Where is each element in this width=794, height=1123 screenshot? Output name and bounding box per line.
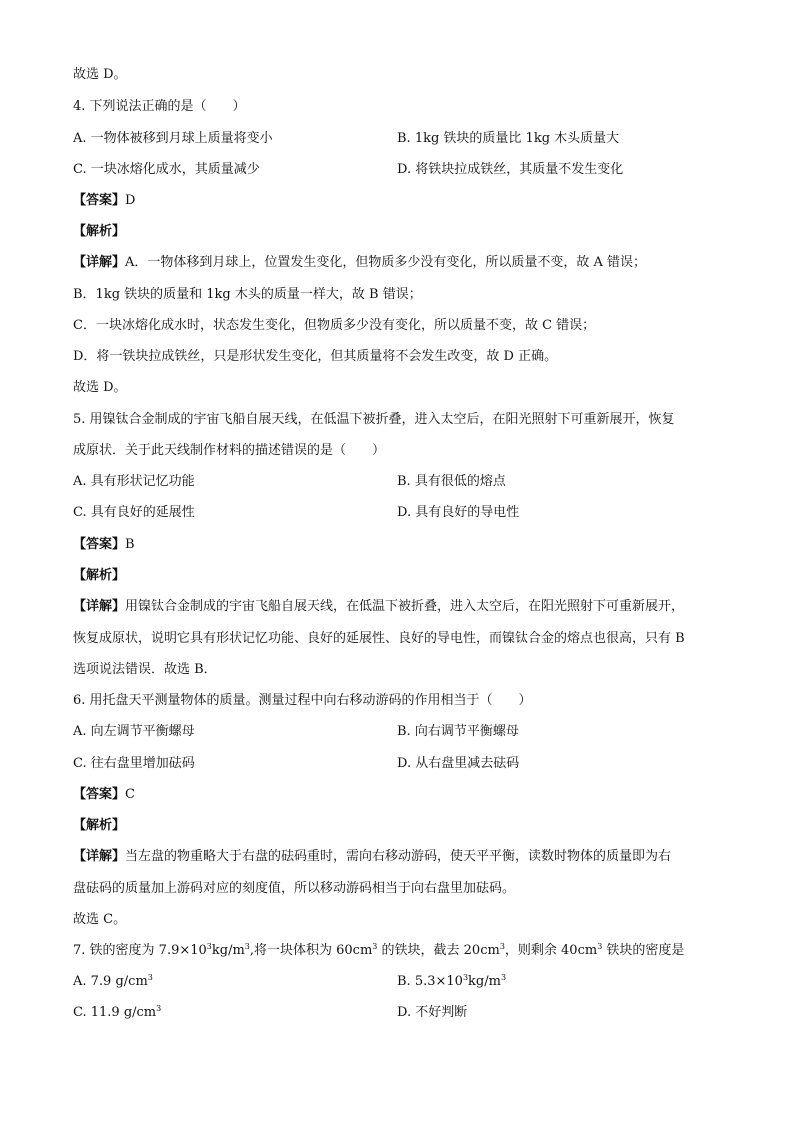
q5-stem-line-1: 5. 用镍钛合金制成的宇宙飞船自展天线，在低温下被折叠，进入太空后，在阳光照射下可重新展开，恢复 [73, 412, 675, 427]
superscript: 3 [206, 942, 212, 951]
q6-detail-line-1 [73, 848, 671, 866]
q7-stem-part: ,将一块体积为 60cm [249, 943, 373, 958]
q7-stem [73, 942, 684, 960]
q7-option-a [73, 973, 153, 991]
detail-tag: 【详解】 [73, 255, 126, 270]
q6-analysis-tag: 【解析】 [73, 818, 126, 833]
q4-option-b: B. 1kg 铁块的质量比 1kg 木头质量大 [397, 131, 620, 146]
answer-value: B [125, 537, 135, 552]
q4-answer [73, 192, 135, 210]
q5-option-a: A. 具有形状记忆功能 [73, 474, 195, 489]
q4-option-a: A. 一物体被移到月球上质量将变小 [73, 131, 273, 146]
q5-option-c: C. 具有良好的延展性 [73, 505, 195, 520]
answer-tag: 【答案】 [73, 787, 126, 802]
q7-option-b [397, 973, 506, 991]
q4-detail-line-4: D．将一铁块拉成铁丝，只是形状发生变化，但其质量将不会发生改变，故 D 正确。 [73, 349, 558, 364]
q6-stem: 6. 用托盘天平测量物体的质量。测量过程中向右移动游码的作用相当于（ ） [73, 693, 532, 708]
superscript: 3 [499, 942, 505, 951]
detail-text: 当左盘的物重略大于右盘的砝码重时，需向右移动游码，使天平平衡，读数时物体的质量即为右 [125, 849, 672, 864]
detail-tag: 【详解】 [73, 599, 126, 614]
detail-tag: 【详解】 [73, 849, 126, 864]
answer-value: D [125, 193, 136, 208]
q4-conclusion: 故选 D。 [73, 380, 127, 395]
q6-option-a: A. 向左调节平衡螺母 [73, 724, 195, 739]
option-text: kg/m [468, 974, 501, 989]
q7-stem-part: 7. 铁的密度为 7.9×10 [73, 943, 207, 958]
superscript: 3 [462, 973, 469, 982]
q6-answer [73, 786, 135, 804]
superscript: 3 [147, 973, 153, 982]
superscript: 3 [244, 942, 250, 951]
q5-detail-line-2: 恢复成原状，说明它具有形状记忆功能、良好的延展性、良好的导电性，而镍钛合金的熔点也很高，只有 B [73, 631, 685, 646]
detail-text: 用镍钛合金制成的宇宙飞船自展天线，在低温下被折叠，进入太空后，在阳光照射下可重新展开， [125, 599, 685, 614]
q6-conclusion: 故选 C。 [73, 912, 127, 927]
q6-option-b: B. 向右调节平衡螺母 [397, 724, 519, 739]
q5-detail-line-3: 选项说法错误．故选 B． [73, 662, 217, 677]
q7-stem-part: 的铁块，截去 20cm [377, 943, 500, 958]
superscript: 3 [156, 1004, 162, 1013]
q5-answer [73, 536, 135, 554]
q5-stem-line-2: 成原状．关于此天线制作材料的描述错误的是（ ） [73, 443, 386, 458]
q4-detail-line-3: C．一块冰熔化成水时，状态发生变化，但物质多少没有变化，所以质量不变，故 C 错误； [73, 318, 596, 333]
superscript: 3 [500, 973, 507, 982]
q6-option-c: C. 往右盘里增加砝码 [73, 756, 195, 771]
superscript: 3 [372, 942, 378, 951]
q4-analysis-tag: 【解析】 [73, 224, 126, 239]
q5-option-b: B. 具有很低的熔点 [397, 474, 506, 489]
q6-detail-line-2: 盘砝码的质量加上游码对应的刻度值，所以移动游码相当于向右盘里加砝码。 [73, 881, 516, 896]
q6-option-d: D. 从右盘里减去砝码 [397, 756, 520, 771]
superscript: 3 [597, 942, 603, 951]
detail-text: A．一物体移到月球上，位置发生变化，但物质多少没有变化，所以质量不变，故 A 错误； [125, 255, 647, 270]
q7-option-d: D. 不好判断 [397, 1005, 468, 1020]
q4-stem: 4. 下列说法正确的是（ ） [73, 99, 246, 114]
q7-stem-part: 铁块的密度是 [602, 943, 685, 958]
answer-value: C [125, 787, 135, 802]
answer-tag: 【答案】 [73, 537, 126, 552]
option-text: C. 11.9 g/cm [73, 1005, 157, 1020]
q7-option-c [73, 1004, 161, 1022]
previous-conclusion: 故选 D。 [73, 67, 127, 82]
option-text: A. 7.9 g/cm [73, 974, 148, 989]
q4-option-c: C. 一块冰熔化成水，其质量减少 [73, 162, 260, 177]
answer-tag: 【答案】 [73, 193, 126, 208]
q7-stem-part: kg/m [211, 943, 245, 958]
q7-stem-part: ，则剩余 40cm [504, 943, 598, 958]
q4-option-d: D. 将铁块拉成铁丝，其质量不发生变化 [397, 162, 624, 177]
q4-detail-line-1 [73, 254, 646, 272]
q5-analysis-tag: 【解析】 [73, 568, 126, 583]
option-text: B. 5.3×10 [397, 974, 463, 989]
q5-detail-line-1 [73, 598, 684, 616]
q5-option-d: D. 具有良好的导电性 [397, 505, 520, 520]
q4-detail-line-2: B．1kg 铁块的质量和 1kg 木头的质量一样大，故 B 错误； [73, 287, 422, 302]
